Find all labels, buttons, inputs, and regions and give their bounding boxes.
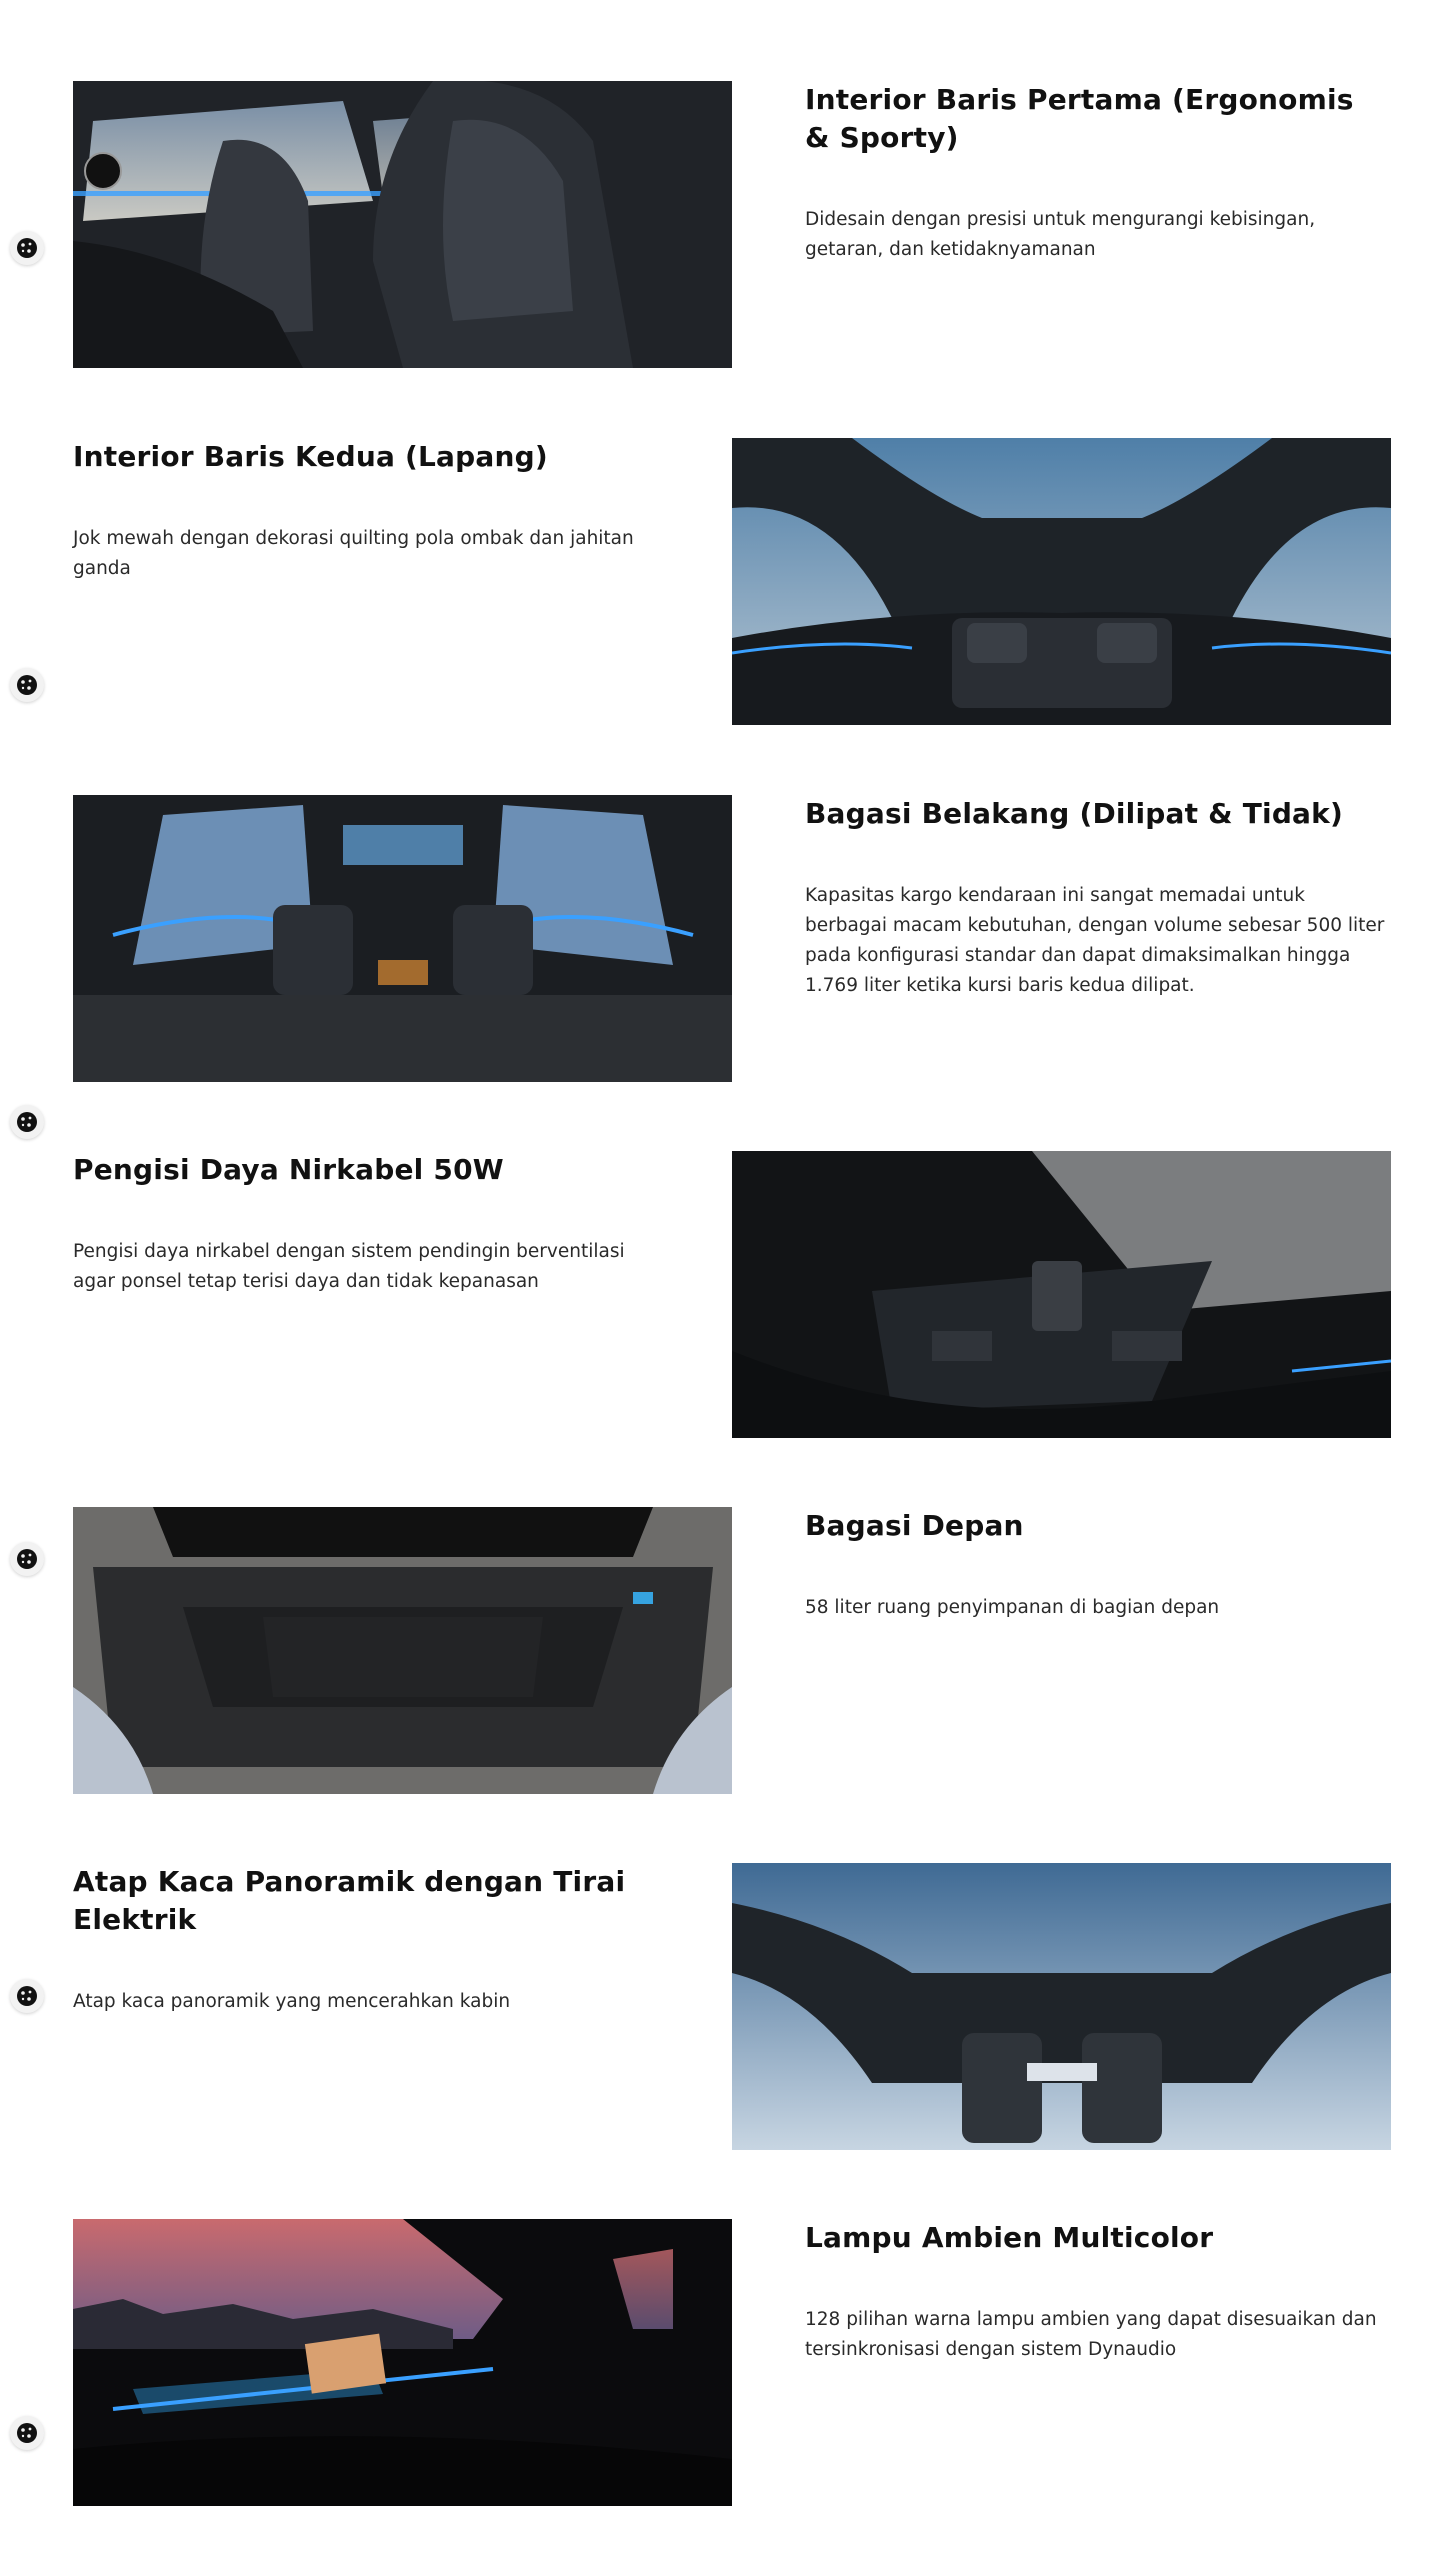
- feature-copy: [805, 795, 1385, 1001]
- feature-rear-trunk: [73, 795, 1391, 1082]
- ambient-light-dashboard-photo: [73, 2219, 732, 2506]
- panoramic-roof-photo: [732, 1863, 1391, 2150]
- rear-trunk-photo: [73, 795, 732, 1082]
- feature-copy: [73, 1863, 653, 2017]
- cookie-settings-button[interactable]: [10, 231, 44, 265]
- cookie-icon: [15, 236, 39, 260]
- feature-title: Atap Kaca Panoramik dengan Tirai Elektrik: [73, 1865, 626, 1936]
- feature-copy: [805, 2219, 1385, 2365]
- feature-title: Pengisi Daya Nirkabel 50W: [73, 1153, 504, 1186]
- feature-title: Interior Baris Pertama (Ergonomis & Sporty): [805, 83, 1354, 154]
- wireless-charger-console-photo: [732, 1151, 1391, 1438]
- cookie-settings-button[interactable]: [10, 1105, 44, 1139]
- cookie-settings-button[interactable]: [10, 2416, 44, 2450]
- feature-copy: [805, 1507, 1385, 1623]
- front-seat-interior-photo: [73, 81, 732, 368]
- feature-wireless-charger: [73, 1151, 1391, 1438]
- feature-description: Didesain dengan presisi untuk mengurangi kebisingan, getaran, dan ketidaknyamanan: [805, 209, 1316, 260]
- feature-description: Jok mewah dengan dekorasi quilting pola ombak dan jahitan ganda: [73, 528, 634, 579]
- feature-title: Bagasi Depan: [805, 1509, 1024, 1542]
- feature-title: Interior Baris Kedua (Lapang): [73, 440, 548, 473]
- feature-description: Kapasitas kargo kendaraan ini sangat memadai untuk berbagai macam kebutuhan, dengan volume sebesar 500 liter pada konfigurasi standar dan dapat dimaksimalkan hingga 1.769 liter ketika kursi baris kedua dilipat.: [805, 885, 1385, 996]
- feature-rear-seat: [73, 438, 1391, 725]
- cookie-icon: [15, 1984, 39, 2008]
- cookie-icon: [15, 2421, 39, 2445]
- cookie-settings-button[interactable]: [10, 668, 44, 702]
- cookie-settings-button[interactable]: [10, 1979, 44, 2013]
- feature-panoramic-roof: [73, 1863, 1391, 2150]
- feature-ambient-light: [73, 2219, 1391, 2506]
- feature-description: Pengisi daya nirkabel dengan sistem pendingin berventilasi agar ponsel tetap terisi daya dan tidak kepanasan: [73, 1241, 625, 1292]
- front-trunk-photo: [73, 1507, 732, 1794]
- feature-description: Atap kaca panoramik yang mencerahkan kabin: [73, 1991, 511, 2012]
- cookie-settings-button[interactable]: [10, 1542, 44, 1576]
- feature-front-trunk: [73, 1507, 1391, 1794]
- feature-title: Lampu Ambien Multicolor: [805, 2221, 1214, 2254]
- feature-description: 58 liter ruang penyimpanan di bagian depan: [805, 1597, 1220, 1618]
- feature-copy: [805, 81, 1385, 265]
- feature-copy: [73, 438, 653, 584]
- feature-title: Bagasi Belakang (Dilipat & Tidak): [805, 797, 1343, 830]
- feature-front-seat: [73, 81, 1391, 368]
- cookie-icon: [15, 1547, 39, 1571]
- cookie-icon: [15, 1110, 39, 1134]
- feature-copy: [73, 1151, 653, 1297]
- cookie-icon: [15, 673, 39, 697]
- rear-seat-interior-photo: [732, 438, 1391, 725]
- feature-description: 128 pilihan warna lampu ambien yang dapat disesuaikan dan tersinkronisasi dengan sistem Dynaudio: [805, 2309, 1377, 2360]
